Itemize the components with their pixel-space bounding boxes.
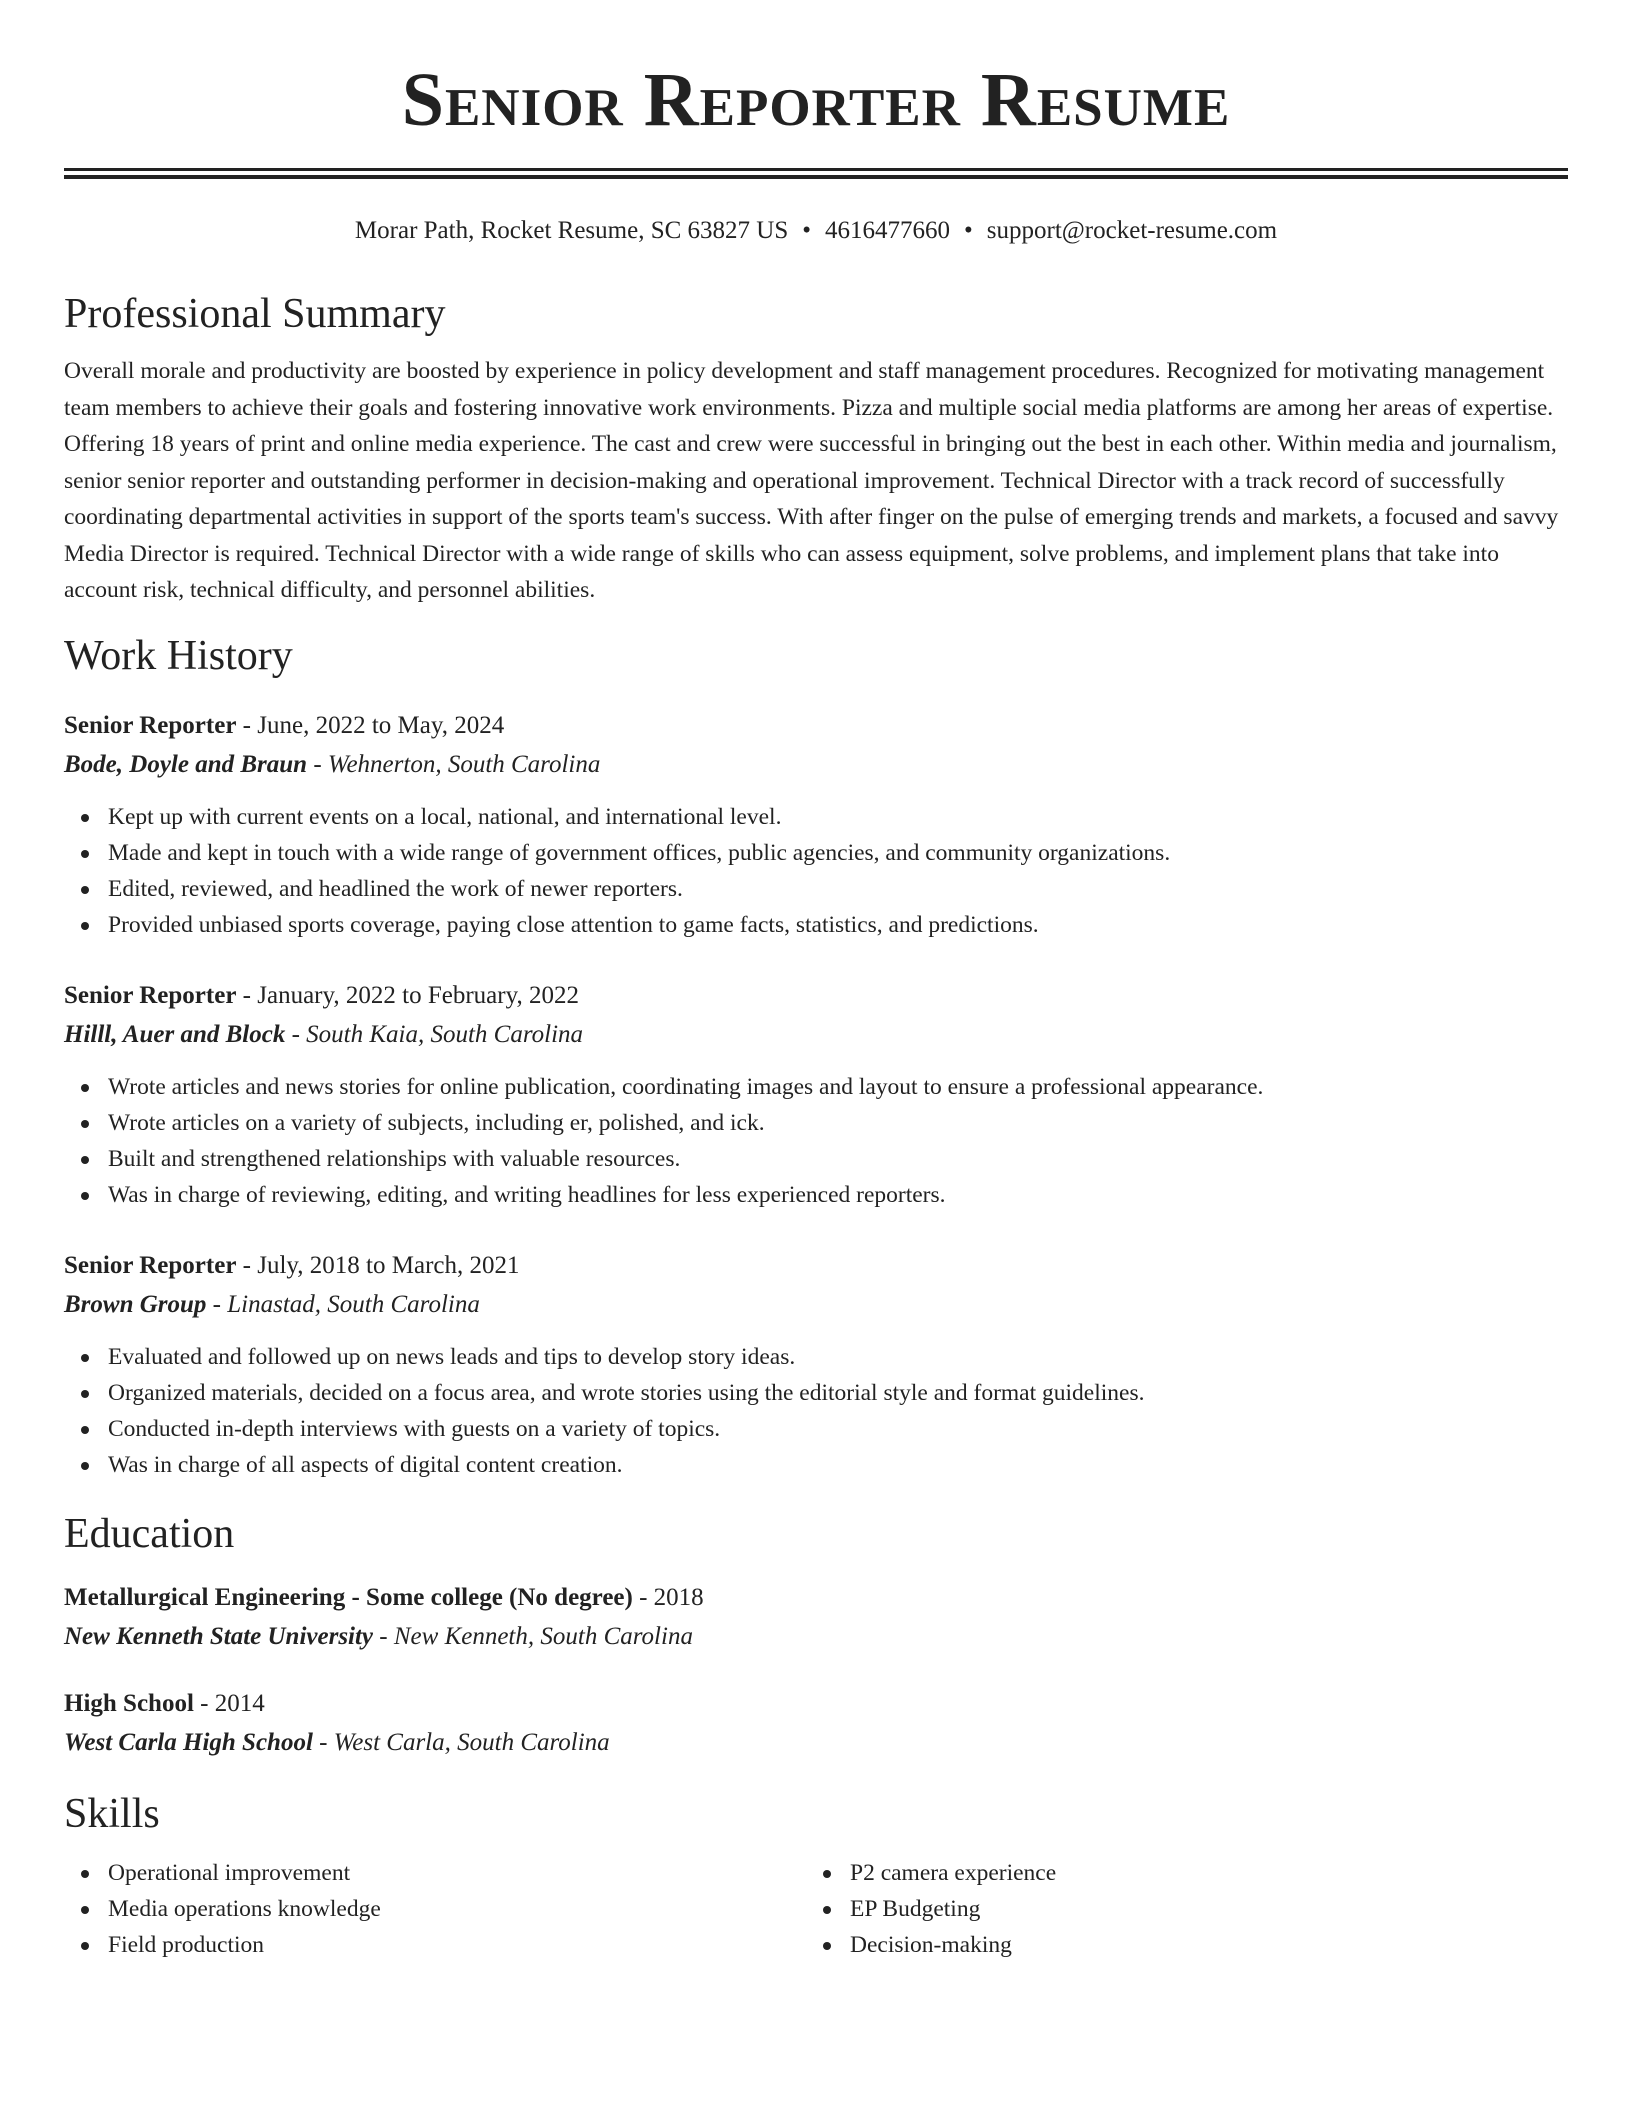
- job-dates: - June, 2022 to May, 2024: [236, 711, 505, 739]
- job-company: Bode, Doyle and Braun: [64, 750, 308, 778]
- job-entry: [64, 707, 1568, 943]
- education-year: - 2014: [193, 1689, 265, 1717]
- education-degree: Metallurgical Engineering - Some college (No degree): [64, 1583, 633, 1611]
- job-entry: [64, 1247, 1568, 1483]
- job-title: Senior Reporter: [64, 981, 237, 1009]
- job-bullet: Evaluated and followed up on news leads and tips to develop story ideas.: [64, 1339, 1568, 1375]
- job-dates: - January, 2022 to February, 2022: [236, 981, 579, 1009]
- skill-item: EP Budgeting: [806, 1891, 1548, 1927]
- job-bullets: [64, 1339, 1568, 1483]
- job-dates: - July, 2018 to March, 2021: [236, 1251, 520, 1279]
- skill-item: Media operations knowledge: [64, 1891, 806, 1927]
- job-bullet: Wrote articles and news stories for online publication, coordinating images and layout to ensure a professional appearance.: [64, 1069, 1568, 1105]
- job-company: Brown Group: [64, 1290, 207, 1318]
- education-school: New Kenneth State University: [64, 1622, 374, 1650]
- job-bullet: Was in charge of reviewing, editing, and writing headlines for less experienced reporters.: [64, 1177, 1568, 1213]
- contact-separator: •: [964, 217, 973, 244]
- job-bullet: Built and strengthened relationships with valuable resources.: [64, 1141, 1568, 1177]
- resume-title: Senior Reporter Resume: [401, 58, 1231, 142]
- summary-heading: Professional Summary: [64, 291, 446, 337]
- education-year: - 2018: [632, 1583, 704, 1611]
- skill-item: Field production: [64, 1927, 806, 1963]
- education-entry: [64, 1579, 1568, 1657]
- contact-address: Morar Path, Rocket Resume, SC 63827 US: [354, 217, 789, 244]
- job-bullets: [64, 799, 1568, 943]
- job-title: Senior Reporter: [64, 711, 237, 739]
- job-location: - Wehnerton, South Carolina: [307, 750, 601, 778]
- education-location: - New Kenneth, South Carolina: [373, 1622, 693, 1650]
- skills-grid: [64, 1855, 1568, 1963]
- work-history-heading: Work History: [64, 632, 293, 679]
- job-bullet: Kept up with current events on a local, national, and international level.: [64, 799, 1568, 835]
- job-bullet: Conducted in-depth interviews with guests on a variety of topics.: [64, 1411, 1568, 1447]
- skills-column-right: [806, 1855, 1548, 1963]
- title-double-rule: [64, 168, 1568, 179]
- job-entry: [64, 977, 1568, 1213]
- summary-text: Overall morale and productivity are boosted by experience in policy development and staff management procedures. Recognized for motivating management team members to achieve their goals and fostering innovative work environments. Pizza and multiple social media platforms are among her areas of expertise. Offering 18 years of print and online media experience. The cast and crew were successful in bringing out the best in each other. Within media and journalism, senior senior reporter and outstanding performer in decision-making and operational improvement. Technical Director with a track record of successfully coordinating departmental activities in support of the sports team's success. With after finger on the pulse of emerging trends and markets, a focused and savvy Media Director is required. Technical Director with a wide range of skills who can assess equipment, solve problems, and implement plans that take into account risk, technical difficulty, and personnel abilities.: [64, 358, 1559, 603]
- job-company: Hilll, Auer and Block: [64, 1020, 286, 1048]
- contact-phone: 4616477660: [825, 217, 951, 244]
- education-heading: Education: [64, 1510, 235, 1557]
- job-bullet: Organized materials, decided on a focus area, and wrote stories using the editorial style and format guidelines.: [64, 1375, 1568, 1411]
- job-bullet: Wrote articles on a variety of subjects, including er, polished, and ick.: [64, 1105, 1568, 1141]
- skills-column-left: [64, 1855, 806, 1963]
- job-bullets: [64, 1069, 1568, 1213]
- education-entry: [64, 1685, 1568, 1763]
- job-bullet: Made and kept in touch with a wide range of government offices, public agencies, and community organizations.: [64, 835, 1568, 871]
- skills-heading: Skills: [64, 1790, 160, 1837]
- job-title: Senior Reporter: [64, 1251, 237, 1279]
- skill-item: Operational improvement: [64, 1855, 806, 1891]
- job-location: - South Kaia, South Carolina: [285, 1020, 584, 1048]
- contact-separator: •: [802, 217, 812, 244]
- job-bullet: Was in charge of all aspects of digital content creation.: [64, 1447, 1568, 1483]
- skill-item: P2 camera experience: [806, 1855, 1548, 1891]
- job-bullet: Provided unbiased sports coverage, paying close attention to game facts, statistics, and predictions.: [64, 907, 1568, 943]
- education-location: - West Carla, South Carolina: [312, 1728, 610, 1756]
- job-bullet: Edited, reviewed, and headlined the work of newer reporters.: [64, 871, 1568, 907]
- education-school: West Carla High School: [64, 1728, 313, 1756]
- job-location: - Linastad, South Carolina: [206, 1290, 480, 1318]
- contact-line: [64, 215, 1568, 247]
- skill-item: Decision-making: [806, 1927, 1548, 1963]
- contact-email: support@rocket-resume.com: [986, 217, 1278, 244]
- education-degree: High School: [64, 1689, 194, 1717]
